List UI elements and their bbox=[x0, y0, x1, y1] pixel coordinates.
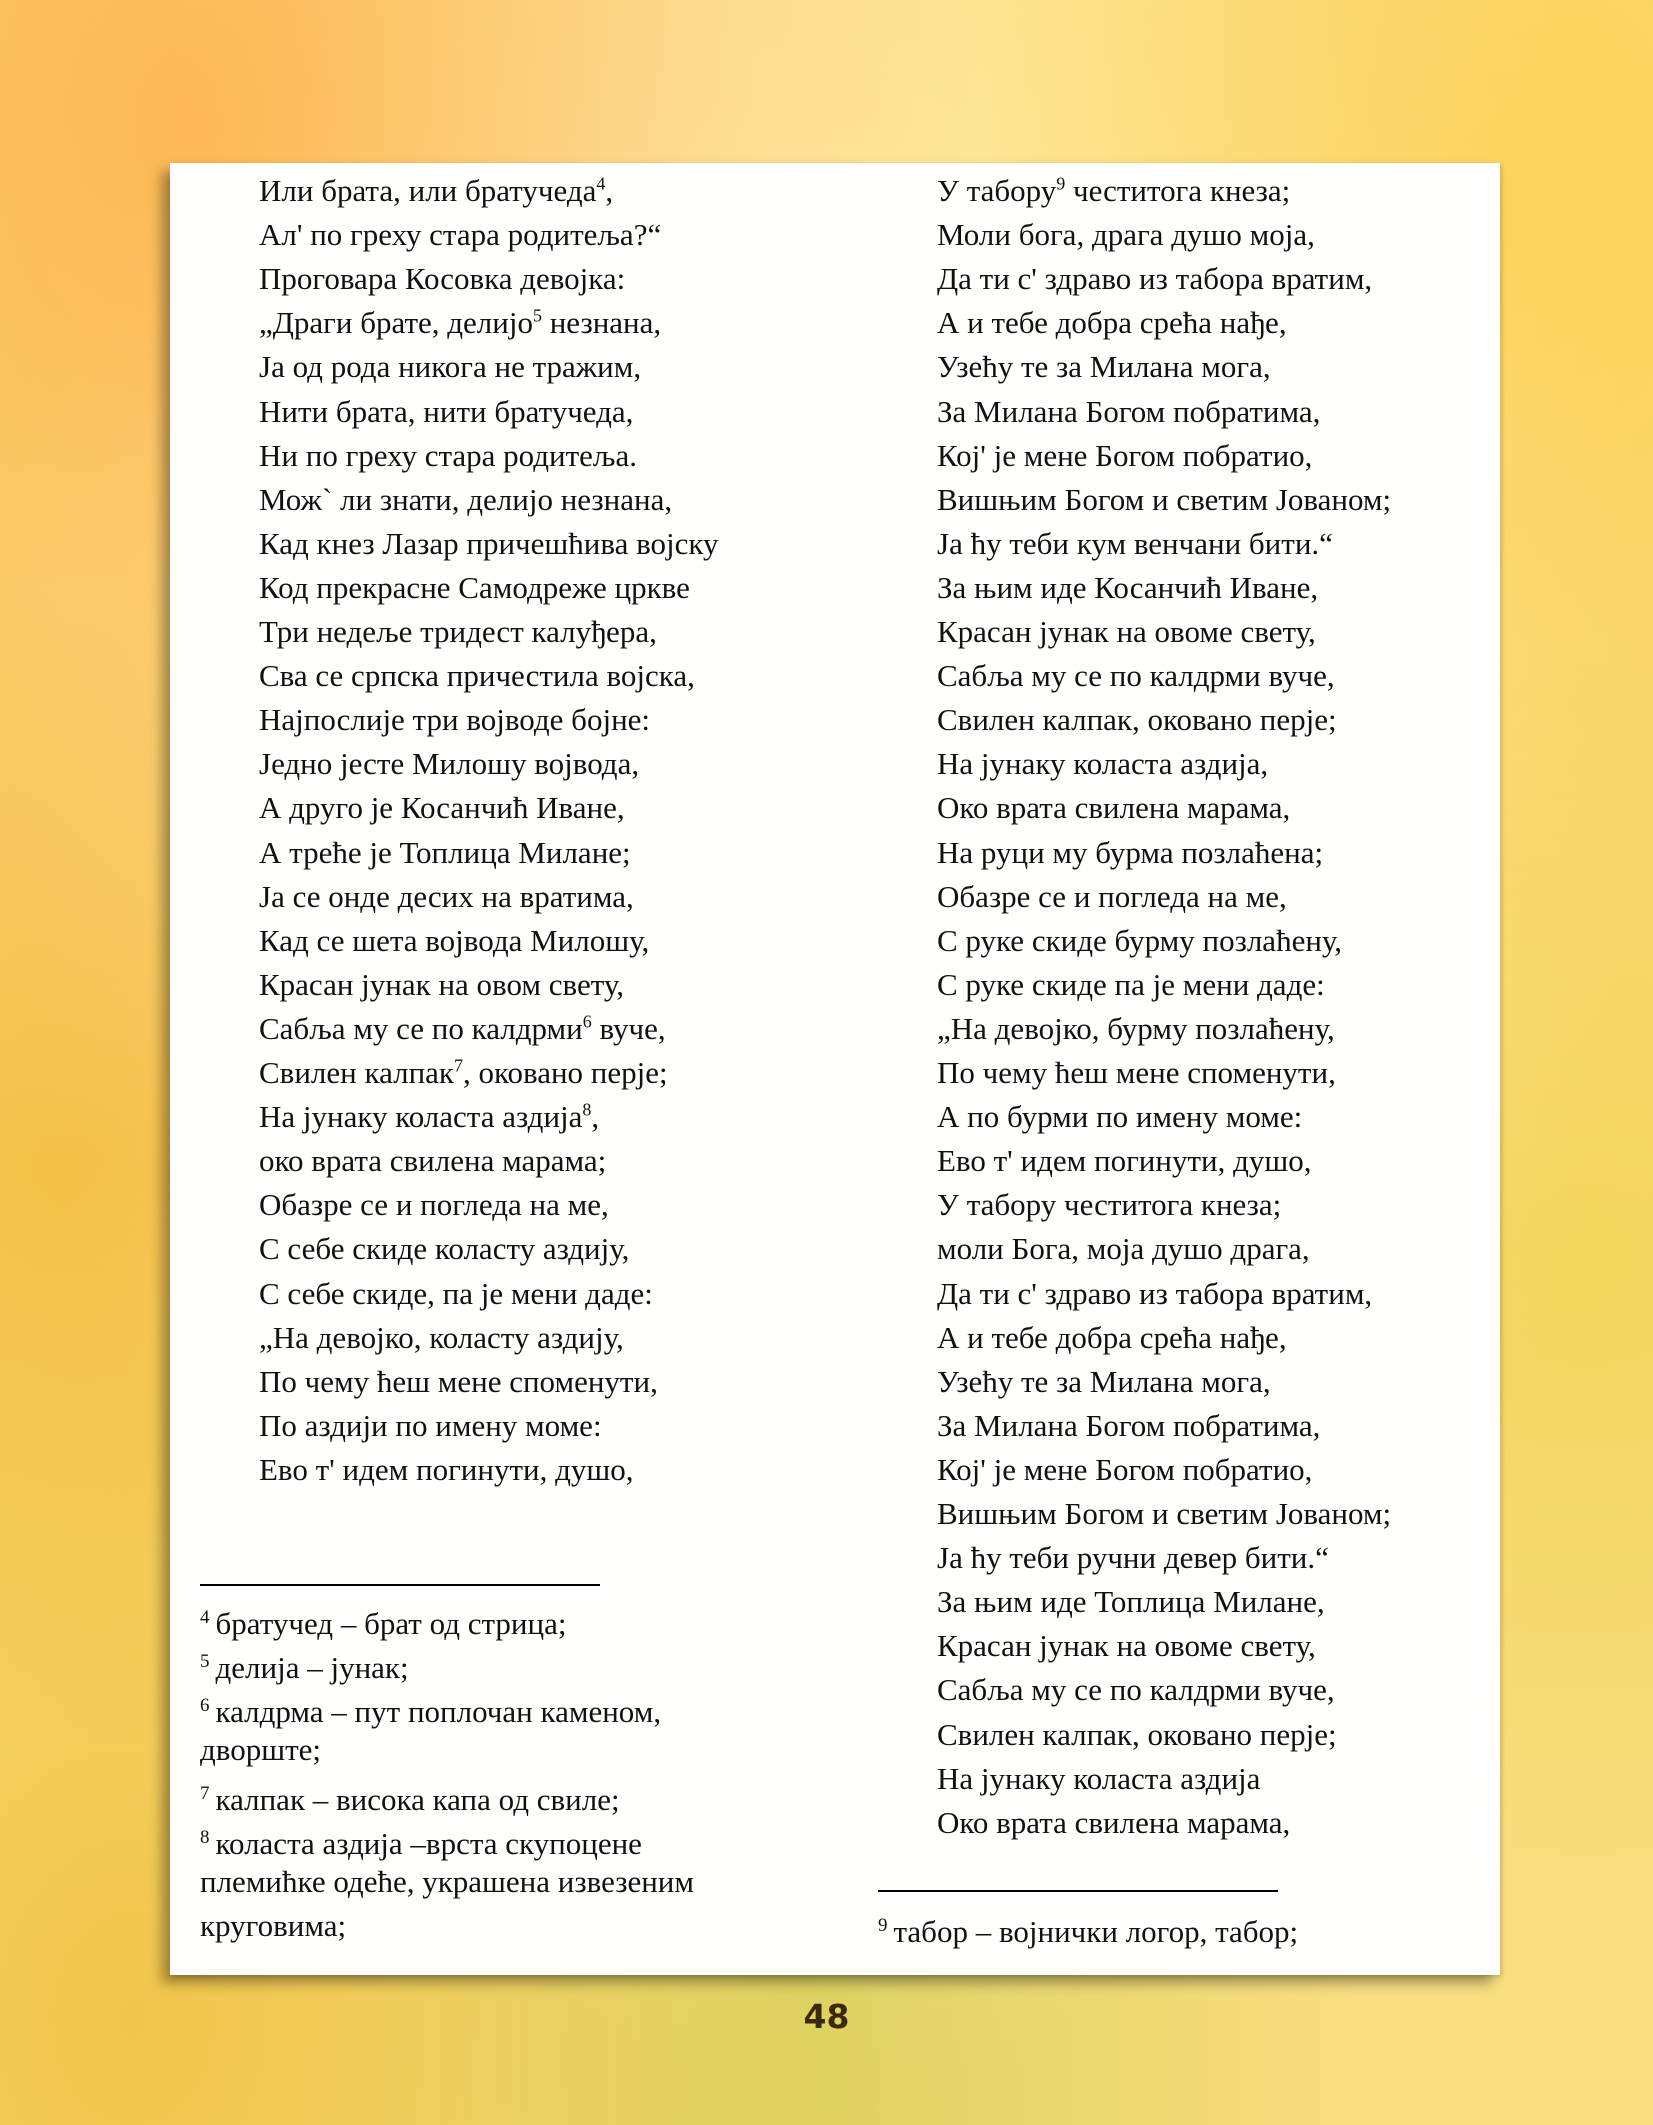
footnote: $^8$ коласта аздија –врста скупоцене bbox=[200, 1826, 642, 1861]
poem-line: Мож` ли знати, делијо незнана, bbox=[259, 481, 673, 517]
footnote: $^6$ калдрма – пут поплочан каменом, bbox=[200, 1694, 662, 1729]
footnote: племићке одеће, украшена извезеним bbox=[200, 1864, 695, 1899]
poem-line: Једно јесте Милошу војвода, bbox=[259, 746, 640, 782]
poem-line: Да ти с' здраво из табора вратим, bbox=[937, 261, 1373, 297]
poem-line: За њим иде Топлица Милане, bbox=[937, 1584, 1325, 1620]
footnote-number: 7 bbox=[200, 1783, 210, 1804]
footnote-marker: 5 bbox=[532, 305, 542, 326]
footnote-separator-right bbox=[878, 1890, 1278, 1892]
poem-line: око врата свилена марама; bbox=[259, 1143, 607, 1179]
poem-line: Свилен калпак$^7$, оковано перје; bbox=[259, 1055, 668, 1090]
poem-line: Сва се српска причестила војска, bbox=[259, 658, 695, 694]
poem-line: Кој' је мене Богом побратио, bbox=[937, 437, 1313, 473]
poem-line: У табору честитога кнеза; bbox=[937, 1187, 1282, 1223]
poem-line: Најпослије три војводе бојне: bbox=[259, 702, 651, 738]
poem-line: Красан јунак на овоме свету, bbox=[937, 614, 1316, 649]
poem-line: Сабља му се по калдрми вуче, bbox=[937, 1672, 1335, 1708]
poem-line: А друго је Косанчић Иване, bbox=[259, 790, 625, 826]
poem-line: На руци му бурма позлаћена; bbox=[937, 834, 1324, 870]
poem-line: С руке скиде па је мени даде: bbox=[937, 966, 1325, 1002]
poem-line: Ево т' идем погинути, душо, bbox=[937, 1143, 1312, 1179]
poem-line: За Милана Богом побратима, bbox=[937, 393, 1321, 429]
poem-line: Кој' је мене Богом побратио, bbox=[937, 1451, 1313, 1487]
poem-line: Моли бога, драга душо моја, bbox=[937, 217, 1315, 253]
footnote-number: 8 bbox=[200, 1827, 210, 1848]
poem-line: Око врата свилена марама, bbox=[937, 790, 1291, 826]
footnote-marker: 9 bbox=[1056, 173, 1066, 194]
poem-line: Нити брата, нити братучеда, bbox=[259, 393, 634, 429]
footnote-separator-left bbox=[200, 1584, 600, 1586]
poem-line: Три недеље тридест калуђера, bbox=[259, 614, 657, 649]
poem-line: Вишњим Богом и светим Јованом; bbox=[937, 1496, 1392, 1531]
poem-line: Да ти с' здраво из табора вратим, bbox=[937, 1275, 1373, 1311]
poem-line: Обазре се и погледа на ме, bbox=[937, 878, 1287, 914]
poem-line: Обазре се и погледа на ме, bbox=[259, 1187, 609, 1223]
poem-line: Код прекрасне Самодреже цркве bbox=[259, 569, 690, 605]
poem-line: Кад кнез Лазар причешћива војску bbox=[259, 525, 719, 561]
poem-line: По чему ћеш мене споменути, bbox=[259, 1363, 658, 1399]
poem-line: С руке скиде бурму позлаћену, bbox=[937, 922, 1343, 958]
poem-line: Свилен калпак, оковано перје; bbox=[937, 1716, 1337, 1752]
poem-line: Узећу те за Милана мога, bbox=[937, 1363, 1271, 1399]
poem-line: А и тебе добра срећа нађе, bbox=[937, 1319, 1287, 1355]
poem-line: С себе скиде, па је мени даде: bbox=[259, 1275, 653, 1311]
poem-line: На јунаку коласта аздија, bbox=[937, 746, 1269, 782]
footnote: $^5$ делија – јунак; bbox=[200, 1650, 409, 1685]
poem-line: Проговара Косовка девојка: bbox=[259, 261, 626, 297]
poem-line: На јунаку коласта аздија$^8$, bbox=[259, 1099, 600, 1135]
page-card bbox=[170, 163, 1500, 1975]
footnote-number: 9 bbox=[878, 1915, 888, 1936]
footnote-marker: 7 bbox=[453, 1055, 463, 1076]
footnote: дворште; bbox=[200, 1732, 321, 1767]
poem-line: За Милана Богом побратима, bbox=[937, 1407, 1321, 1443]
poem-line: За њим иде Косанчић Иване, bbox=[937, 569, 1319, 605]
poem-line: Красан јунак на овоме свету, bbox=[937, 1628, 1316, 1664]
poem-line: Или брата, или братучеда$^4$, bbox=[259, 173, 614, 208]
footnote-number: 5 bbox=[200, 1651, 210, 1672]
poem-line: Ево т' идем погинути, душо, bbox=[259, 1451, 634, 1487]
poem-line: А по бурми по имену моме: bbox=[937, 1099, 1303, 1135]
poem-line: Око врата свилена марама, bbox=[937, 1804, 1291, 1840]
poem-line: По аздији по имену моме: bbox=[259, 1407, 602, 1443]
poem-line: Ни по греху стара родитеља. bbox=[259, 437, 637, 473]
poem-line: У табору$^9$ честитога кнеза; bbox=[937, 173, 1291, 208]
poem-line: Ал' по греху стара родитеља?“ bbox=[259, 217, 662, 253]
footnote: $^9$ табор – војнички логор, табор; bbox=[878, 1914, 1299, 1949]
poem-line: „Драги брате, делијо$^5$ незнана, bbox=[259, 305, 662, 341]
poem-line: С себе скиде коласту аздију, bbox=[259, 1231, 630, 1267]
poem-line: Красан јунак на овом свету, bbox=[259, 966, 625, 1002]
footnote: круговима; bbox=[200, 1908, 347, 1943]
footnote-number: 6 bbox=[200, 1695, 210, 1716]
poem-line: „На девојко, коласту аздију, bbox=[259, 1319, 624, 1355]
poem-line: Ја се онде десих на вратима, bbox=[259, 878, 634, 914]
poem-line: Сабља му се по калдрми вуче, bbox=[937, 658, 1335, 694]
poem-line: Сабља му се по калдрми$^6$ вуче, bbox=[259, 1010, 666, 1046]
poem-line: Кад се шета војвода Милошу, bbox=[259, 922, 650, 958]
poem-line: Узећу те за Милана мога, bbox=[937, 349, 1271, 385]
page-number: 48 bbox=[803, 1997, 850, 2036]
footnote-number: 4 bbox=[200, 1607, 210, 1628]
poem-line: моли Бога, моја душо драга, bbox=[937, 1231, 1310, 1267]
poem-line: По чему ћеш мене споменути, bbox=[937, 1055, 1336, 1090]
poem-line: Ја ћу теби ручни девер бити.“ bbox=[937, 1540, 1329, 1576]
poem-line: Свилен калпак, оковано перје; bbox=[937, 702, 1337, 738]
poem-line: Вишњим Богом и светим Јованом; bbox=[937, 481, 1392, 517]
footnote-marker: 8 bbox=[582, 1099, 592, 1120]
poem-line: Ја од рода никога не тражим, bbox=[259, 349, 642, 385]
poem-line: Ја ћу теби кум венчани бити.“ bbox=[937, 525, 1333, 561]
poem-line: „На девојко, бурму позлаћену, bbox=[937, 1010, 1335, 1046]
poem-line: На јунаку коласта аздија bbox=[937, 1760, 1261, 1796]
poem-line: А треће је Топлица Милане; bbox=[259, 834, 631, 870]
footnote-marker: 4 bbox=[596, 173, 606, 194]
poem-line: А и тебе добра срећа нађе, bbox=[937, 305, 1287, 341]
footnote: $^7$ калпак – висока капа од свиле; bbox=[200, 1782, 620, 1817]
footnote: $^4$ братучед – брат од стрица; bbox=[200, 1606, 567, 1641]
footnote-marker: 6 bbox=[582, 1011, 592, 1032]
